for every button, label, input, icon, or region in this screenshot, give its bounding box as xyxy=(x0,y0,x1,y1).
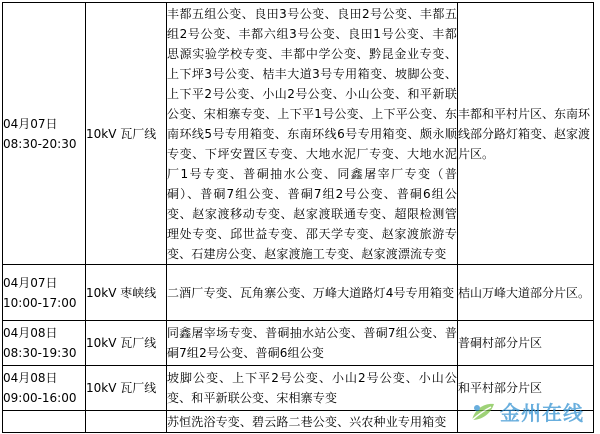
table-row xyxy=(3,3,594,265)
watermark-text: 金州在线 xyxy=(500,401,584,425)
time-range-text: 08:30-20:30 xyxy=(3,136,77,151)
date-text: 04月08日 xyxy=(3,326,58,340)
line-cell xyxy=(86,411,167,433)
devices-cell: 同鑫屠宰场专变、普硐抽水站公变、普硐7组公变、普硐7组2号公变、普硐6组公变 xyxy=(167,321,458,366)
devices-cell: 二酒厂专变、瓦角寨公变、万峰大道路灯4号专用箱变 xyxy=(167,265,458,321)
line-cell: 10kV 瓦厂线 xyxy=(86,3,167,265)
time-range-text: 10:00-17:00 xyxy=(3,295,77,310)
date-text: 04月08日 xyxy=(3,371,58,385)
power-outage-table xyxy=(2,2,594,433)
time-range-text: 09:00-16:00 xyxy=(3,391,77,405)
area-cell: 和平村部分片区 xyxy=(458,366,594,411)
time-cell xyxy=(3,321,86,366)
site-watermark xyxy=(469,397,584,426)
time-cell xyxy=(3,265,86,321)
line-cell: 10kV 枣峡线 xyxy=(86,265,167,321)
time-cell xyxy=(3,411,86,433)
area-cell: 丰都和平村片区、东南环线部分路灯箱变、赵家渡片区。 xyxy=(458,3,594,265)
time-range-text: 08:30-19:30 xyxy=(3,346,77,360)
time-cell xyxy=(3,3,86,265)
devices-cell: 丰都五组公变、良田3号公变、良田2号公变、丰都五组2号公变、丰都六组3号公变、良田1号公变、丰都思源实验学校专变、丰都中学公变、黔昆金业专变、上下坪3号公变、桔丰大道3号专用箱变、坡脚公变、上下平2号公变、小山2号公变、小山公变、和平新联公变、宋相寨专变、上下平1号公变、上下平公变、东南环线5号专用箱变、东南环线6号专用箱变、颇永顺专变、下坪安置区专变、大地水泥厂专变、大地水泥厂1号专变、普硐抽水公变、同鑫屠宰厂专变（普硐）、普硐7组公变、普硐7组2号公变、普硐6组公变、赵家渡移动专变、赵家渡联通专变、超限检测管理处专变、邱世益专变、邵天学专变、赵家渡旅游专变、石建房公变、赵家渡施工专变、赵家渡漂流专变 xyxy=(167,3,458,265)
line-cell: 10kV 瓦厂线 xyxy=(86,366,167,411)
line-cell: 10kV 瓦厂线 xyxy=(86,321,167,366)
time-cell xyxy=(3,366,86,411)
devices-cell: 坡脚公变、上下平2号公变、小山2号公变、小山公变、和平新联公变、宋相寨专变 xyxy=(167,366,458,411)
devices-cell: 苏恒洗浴专变、碧云路二巷公变、兴农种业专用箱变 xyxy=(167,411,458,433)
area-cell: 普硐村部分片区 xyxy=(458,321,594,366)
leaf-logo-icon xyxy=(469,400,497,424)
table-row xyxy=(3,321,594,366)
area-cell: 桔山万峰大道部分片区。 xyxy=(458,265,594,321)
date-text: 04月07日 xyxy=(3,275,58,290)
date-text: 04月07日 xyxy=(3,116,58,131)
table-row xyxy=(3,265,594,321)
